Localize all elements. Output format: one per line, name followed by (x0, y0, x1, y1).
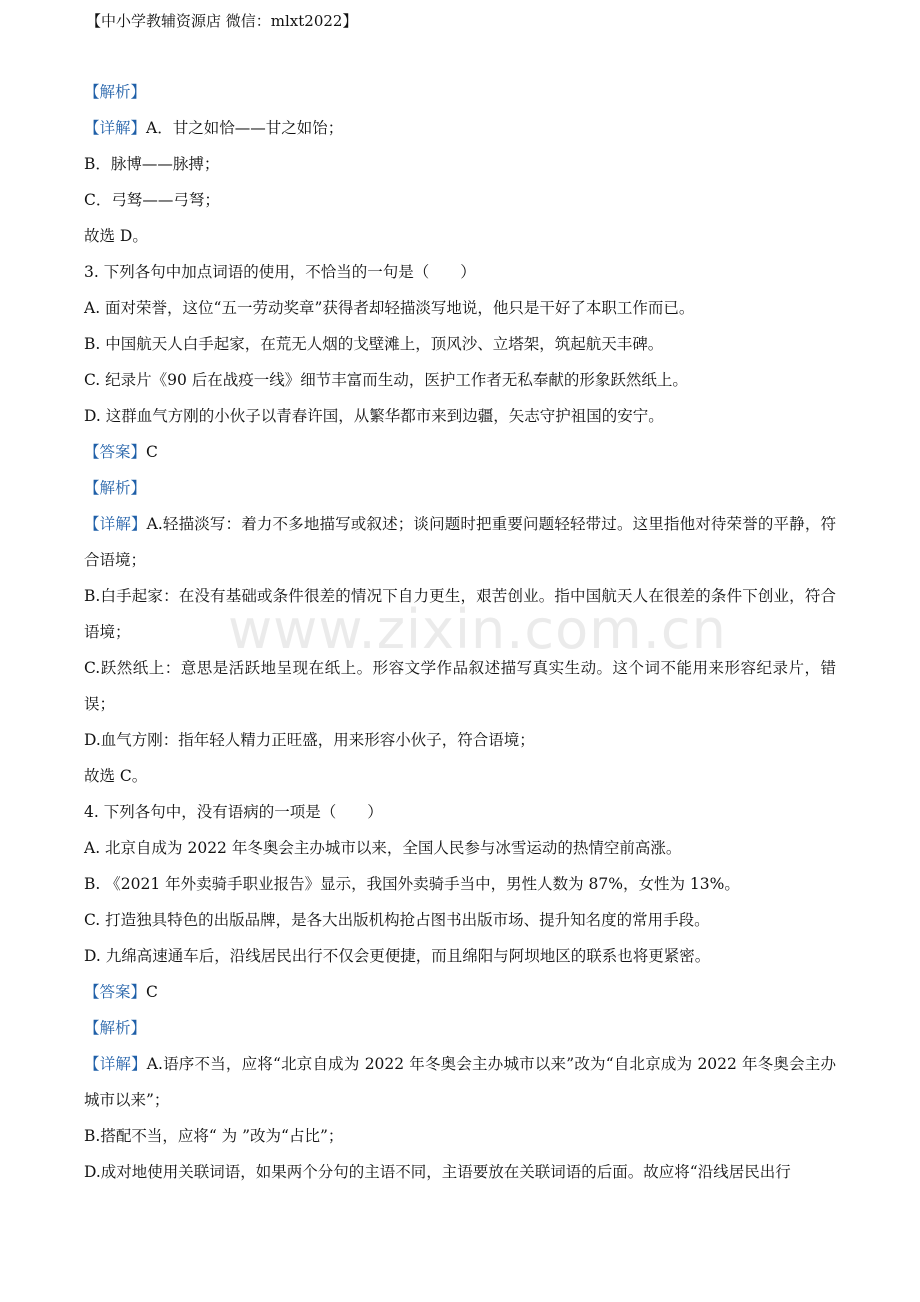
analysis-tag: 【解析】 (84, 479, 147, 497)
detail-paragraph: C.跃然纸上：意思是活跃地呈现在纸上。形容文学作品叙述描写真实生动。这个词不能用来形容纪录片，错误； (84, 659, 836, 713)
option-c: C. 纪录片《90 后在战疫一线》细节丰富而生动，医护工作者无私奉献的形象跃然纸上。 (84, 371, 688, 389)
detail-paragraph (84, 1046, 836, 1118)
detail-tag: 【详解】 (84, 119, 147, 137)
detail-tag: 【详解】 (84, 1055, 147, 1073)
answer-line (84, 434, 836, 470)
option-b: B. 《2021 年外卖骑手职业报告》显示，我国外卖骑手当中，男性人数为 87%，女性为 13%。 (84, 875, 740, 893)
detail-text: A．甘之如恰——甘之如饴； (146, 119, 344, 137)
analysis-tag: 【解析】 (84, 83, 147, 101)
option-a: A. 面对荣誉，这位“五一劳动奖章”获得者却轻描淡写地说，他只是干好了本职工作而已。 (84, 299, 695, 317)
answer-line (84, 974, 836, 1010)
detail-line (84, 110, 836, 146)
answer-tag: 【答案】 (84, 983, 147, 1001)
option-d: D. 九绵高速通车后，沿线居民出行不仅会更便捷，而且绵阳与阿坝地区的联系也将更紧密。 (84, 947, 711, 965)
conclusion: 故选 C。 (84, 767, 148, 785)
detail-paragraph: B.白手起家：在没有基础或条件很差的情况下自力更生，艰苦创业。指中国航天人在很差的条件下创业，符合语境； (84, 587, 836, 641)
detail-line: B．脉博——脉搏； (84, 155, 220, 173)
detail-paragraph: D.血气方刚：指年轻人精力正旺盛，用来形容小伙子，符合语境； (84, 731, 535, 749)
detail-tag: 【详解】 (84, 515, 147, 533)
answer-value: C (146, 983, 158, 1001)
detail-line: C．弓驽——弓弩； (84, 191, 220, 209)
analysis-tag: 【解析】 (84, 1019, 147, 1037)
detail-text: A.轻描淡写：着力不多地描写或叙述；谈问题时把重要问题轻轻带过。这里指他对待荣誉的平静，符合语境； (84, 515, 836, 569)
answer-value: C (146, 443, 158, 461)
option-b: B. 中国航天人白手起家，在荒无人烟的戈壁滩上，顶风沙、立塔架，筑起航天丰碑。 (84, 335, 664, 353)
question-stem: 4. 下列各句中，没有语病的一项是（ ） (84, 803, 383, 821)
document-body (84, 74, 836, 1190)
option-c: C. 打造独具特色的出版品牌，是各大出版机构抢占图书出版市场、提升知名度的常用手段。 (84, 911, 710, 929)
page-header: 【中小学教辅资源店 微信：mlxt2022】 (86, 12, 358, 30)
answer-tag: 【答案】 (84, 443, 147, 461)
watermark: www.zixin.com.cn (228, 598, 727, 661)
option-d: D. 这群血气方刚的小伙子以青春许国，从繁华都市来到边疆，矢志守护祖国的安宁。 (84, 407, 664, 425)
detail-text: A.语序不当，应将“北京自成为 2022 年冬奥会主办城市以来”改为“自北京成为 2022 年冬奥会主办城市以来”； (84, 1055, 836, 1109)
detail-paragraph (84, 506, 836, 578)
question-stem: 3. 下列各句中加点词语的使用，不恰当的一句是（ ） (84, 263, 476, 281)
detail-paragraph: B.搭配不当，应将“ 为 ”改为“占比”； (84, 1127, 344, 1145)
conclusion: 故选 D。 (84, 227, 148, 245)
detail-paragraph: D.成对地使用关联词语，如果两个分句的主语不同，主语要放在关联词语的后面。故应将“沿线居民出行 (84, 1163, 791, 1181)
option-a: A. 北京自成为 2022 年冬奥会主办城市以来，全国人民参与冰雪运动的热情空前高涨。 (84, 839, 682, 857)
